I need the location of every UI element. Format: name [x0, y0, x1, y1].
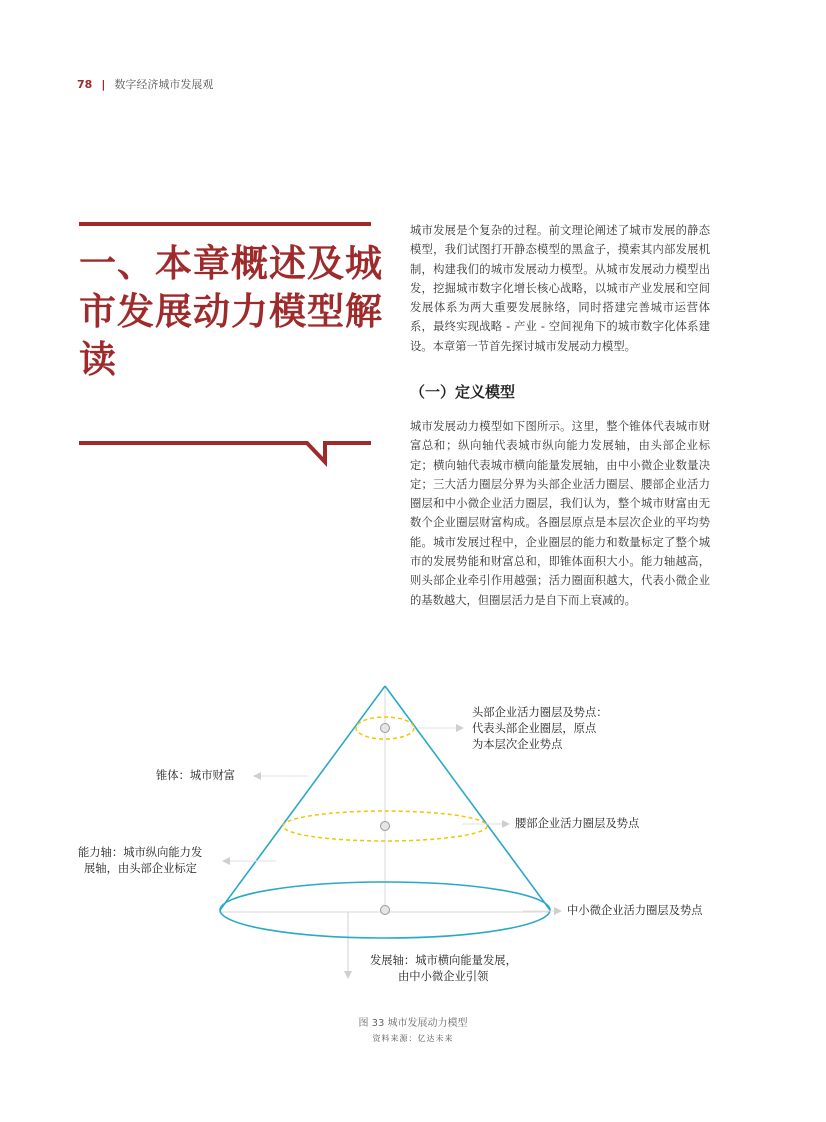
section-paragraph: 城市发展动力模型如下图所示。这里，整个锥体代表城市财富总和；纵向轴代表城市纵向能力发展轴，由头部企业标定；横向轴代表城市横向能量发展轴，由中小微企业数量决定；三大活力圈层分界为头部企业活力圈层、腰部企业活力圈层和中小微企业活力圈层，我们认为，整个城市财富由无数个企业圈层财富构成。各圈层原点是本层次企业的平均势能。城市发展过程中，企业圈层的能力和数量标定了整个城市的发展势能和财富总和，即锥体面积大小。能力轴越高，则头部企业牵引作用越强；活力圈面积越大，代表小微企业的基数越大，但圈层活力是自下而上衰减的。 [410, 420, 710, 607]
book-title: 数字经济城市发展观 [114, 78, 214, 91]
development-axis-label-line2: 由中小微企业引领 [398, 970, 489, 983]
cone-label: 锥体：城市财富 [156, 769, 236, 782]
development-axis-label-line1: 发展轴：城市横向能量发展， [370, 954, 517, 967]
section-heading: （一）定义模型 [410, 383, 516, 401]
figure-source: 资料来源：亿达未来 [372, 1034, 454, 1043]
page-number: 78 [77, 77, 93, 91]
base-layer-point [381, 906, 390, 915]
head-layer-label-line2: 代表头部企业圈层，原点 [472, 722, 597, 735]
head-layer-label-line3: 为本层次企业势点 [472, 738, 563, 751]
intro-paragraph: 城市发展是个复杂的过程。前文理论阐述了城市发展的静态模型，我们试图打开静态模型的黑盒子，摸索其内部发展机制，构建我们的城市发展动力模型。从城市发展动力模型出发，挖掘城市数字化增长核心战略，以城市产业发展和空间发展体系为两大重要发展脉络，同时搭建完善城市运营体系，最终实现战略 - 产业 - 空间视角下的城市数字化体系建设。本章第一节首先探讨城市发展动力模型。 [410, 224, 710, 353]
waist-layer-label: 腰部企业活力圈层及势点 [515, 817, 640, 830]
waist-layer-point [381, 822, 390, 831]
capability-axis-label-line1: 能力轴：城市纵向能力发 [78, 846, 203, 859]
small-layer-label: 中小微企业活力圈层及势点 [567, 904, 703, 917]
figure-caption: 图 33 城市发展动力模型 [358, 1018, 468, 1029]
head-layer-label-line1: 头部企业活力圈层及势点： [472, 706, 608, 719]
capability-axis-label-line2: 展轴，由头部企业标定 [84, 862, 197, 875]
header-separator: | [101, 77, 106, 91]
head-layer-point [381, 724, 390, 733]
chapter-title: 一、本章概述及城市发展动力模型解读 [79, 242, 383, 381]
cone-left-edge [220, 686, 385, 910]
